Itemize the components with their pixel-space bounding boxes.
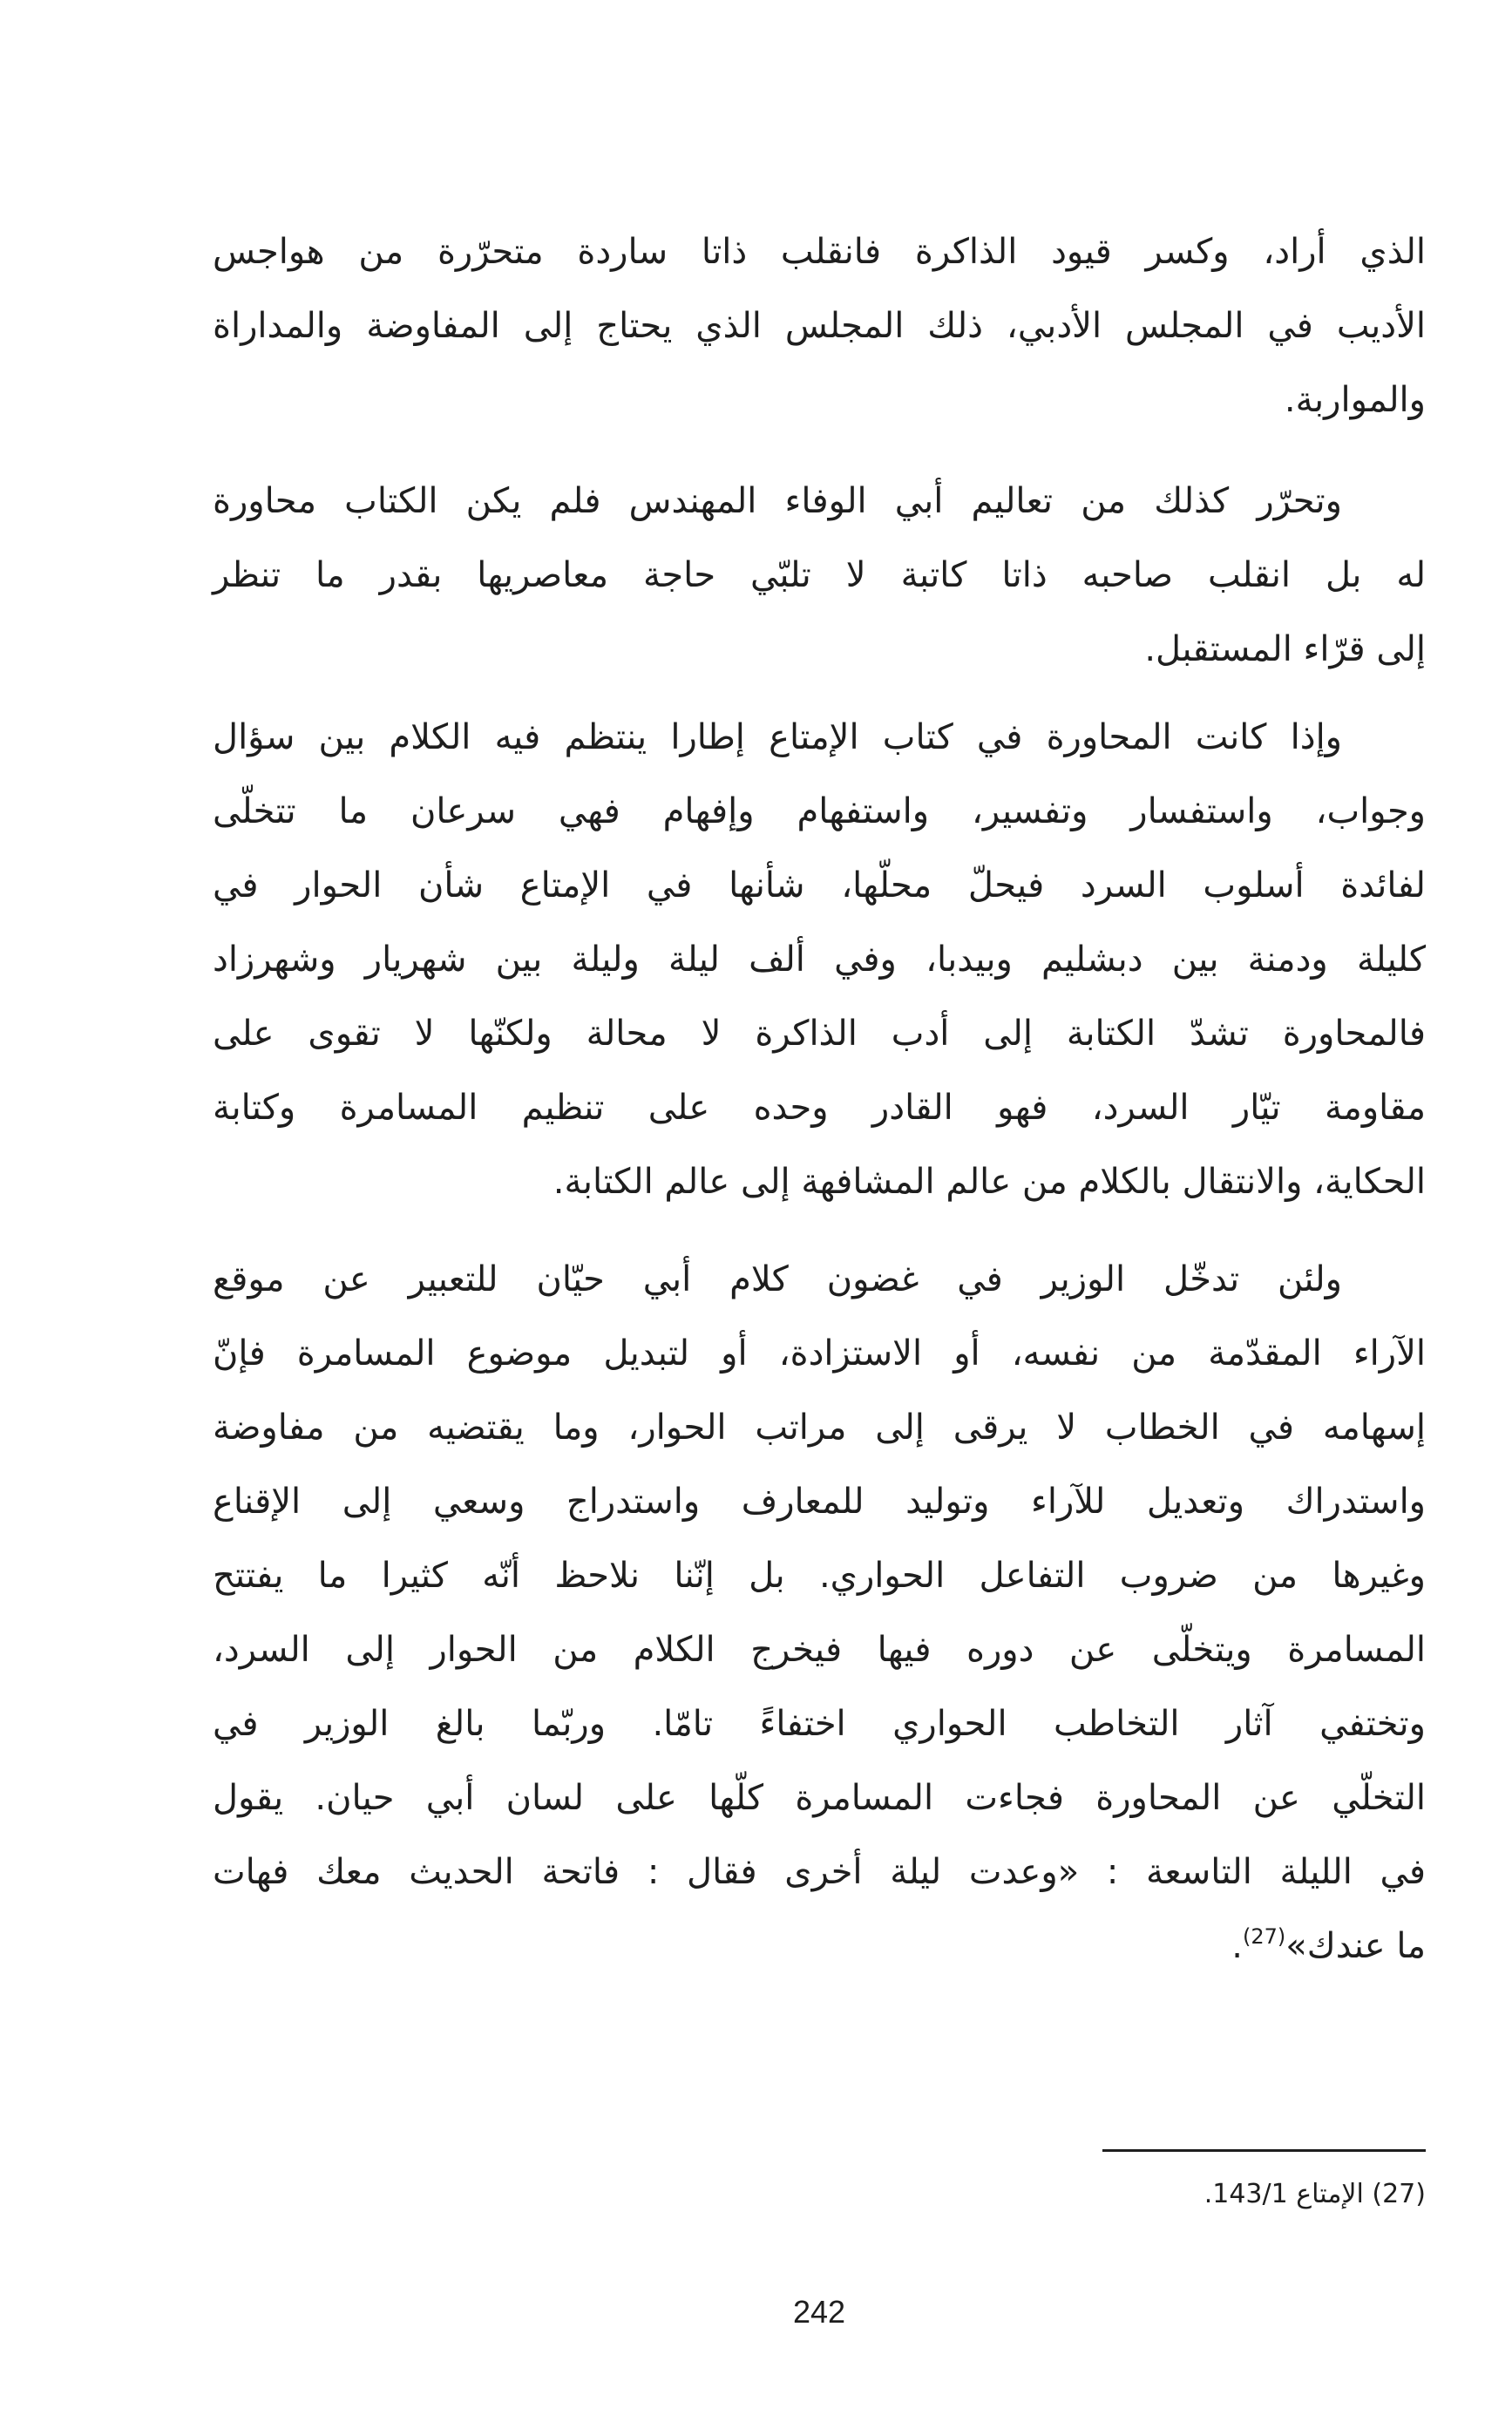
- text-line-content: ما عندك»: [1285, 1926, 1426, 1966]
- footnote-separator: [1102, 2149, 1426, 2152]
- text-line: الأديب في المجلس الأدبي، ذلك المجلس الذي يحتاج إلى المفاوضة والمداراة: [213, 306, 1426, 346]
- text-line: المسامرة ويتخلّى عن دوره فيها فيخرج الكلام من الحوار إلى السرد،: [213, 1630, 1426, 1670]
- text-line: وجواب، واستفسار وتفسير، واستفهام وإفهام فهي سرعان ما تتخلّى: [213, 791, 1426, 831]
- text-line: في الليلة التاسعة : «وعدت ليلة أخرى فقال : فاتحة الحديث معك فهات: [213, 1852, 1426, 1892]
- text-line: كليلة ودمنة بين دبشليم وبيدبا، وفي ألف ليلة وليلة بين شهريار وشهرزاد: [213, 940, 1426, 980]
- text-line: ولئن تدخّل الوزير في غضون كلام أبي حيّان للتعبير عن موقع: [213, 1259, 1342, 1299]
- text-line: لفائدة أسلوب السرد فيحلّ محلّها، شأنها في الإمتاع شأن الحوار في: [213, 865, 1426, 906]
- paragraph: [213, 465, 1426, 687]
- paragraph: [213, 701, 1426, 1219]
- text-line: مقاومة تيّار السرد، فهو القادر وحده على تنظيم المسامرة وكتابة: [213, 1088, 1426, 1128]
- text-line: واستدراك وتعديل للآراء وتوليد للمعارف واستدراج وسعي إلى الإقناع: [213, 1482, 1426, 1522]
- paragraph: [213, 1243, 1426, 1984]
- footnote-reference: (27): [1243, 1924, 1286, 1949]
- text-line: له بل انقلب صاحبه ذاتا كاتبة لا تلبّي حاجة معاصريها بقدر ما تنظر: [213, 555, 1426, 595]
- text-line: وتحرّر كذلك من تعاليم أبي الوفاء المهندس فلم يكن الكتاب محاورة: [213, 481, 1342, 521]
- text-line: إسهامه في الخطاب لا يرقى إلى مراتب الحوار، وما يقتضيه من مفاوضة: [213, 1408, 1426, 1448]
- text-line: وتختفي آثار التخاطب الحواري اختفاءً تامّا. وربّما بالغ الوزير في: [213, 1704, 1426, 1744]
- text-line: التخلّي عن المحاورة فجاءت المسامرة كلّها على لسان أبي حيان. يقول: [213, 1778, 1426, 1818]
- text-line: فالمحاورة تشدّ الكتابة إلى أدب الذاكرة لا محالة ولكنّها لا تقوى على: [213, 1014, 1426, 1054]
- text-line: والمواربة.: [1284, 380, 1426, 420]
- footnote: (27) الإمتاع 143/1.: [1203, 2179, 1426, 2209]
- text-line: الآراء المقدّمة من نفسه، أو الاستزادة، أو لتبديل موضوع المسامرة فإنّ: [213, 1333, 1426, 1374]
- text-line: [213, 1910, 1426, 1984]
- text-line: الذي أراد، وكسر قيود الذاكرة فانقلب ذاتا ساردة متحرّرة من هواجس: [213, 232, 1426, 272]
- page-number: 242: [792, 2294, 846, 2330]
- text-line: الحكاية، والانتقال بالكلام من عالم المشافهة إلى عالم الكتابة.: [553, 1162, 1426, 1202]
- text-line: وإذا كانت المحاورة في كتاب الإمتاع إطارا ينتظم فيه الكلام بين سؤال: [213, 717, 1342, 757]
- sentence-end: .: [1231, 1926, 1243, 1966]
- text-line: إلى قرّاء المستقبل.: [1144, 629, 1426, 669]
- paragraph: [213, 215, 1426, 438]
- text-line: وغيرها من ضروب التفاعل الحواري. بل إنّنا نلاحظ أنّه كثيرا ما يفتتح: [213, 1556, 1426, 1596]
